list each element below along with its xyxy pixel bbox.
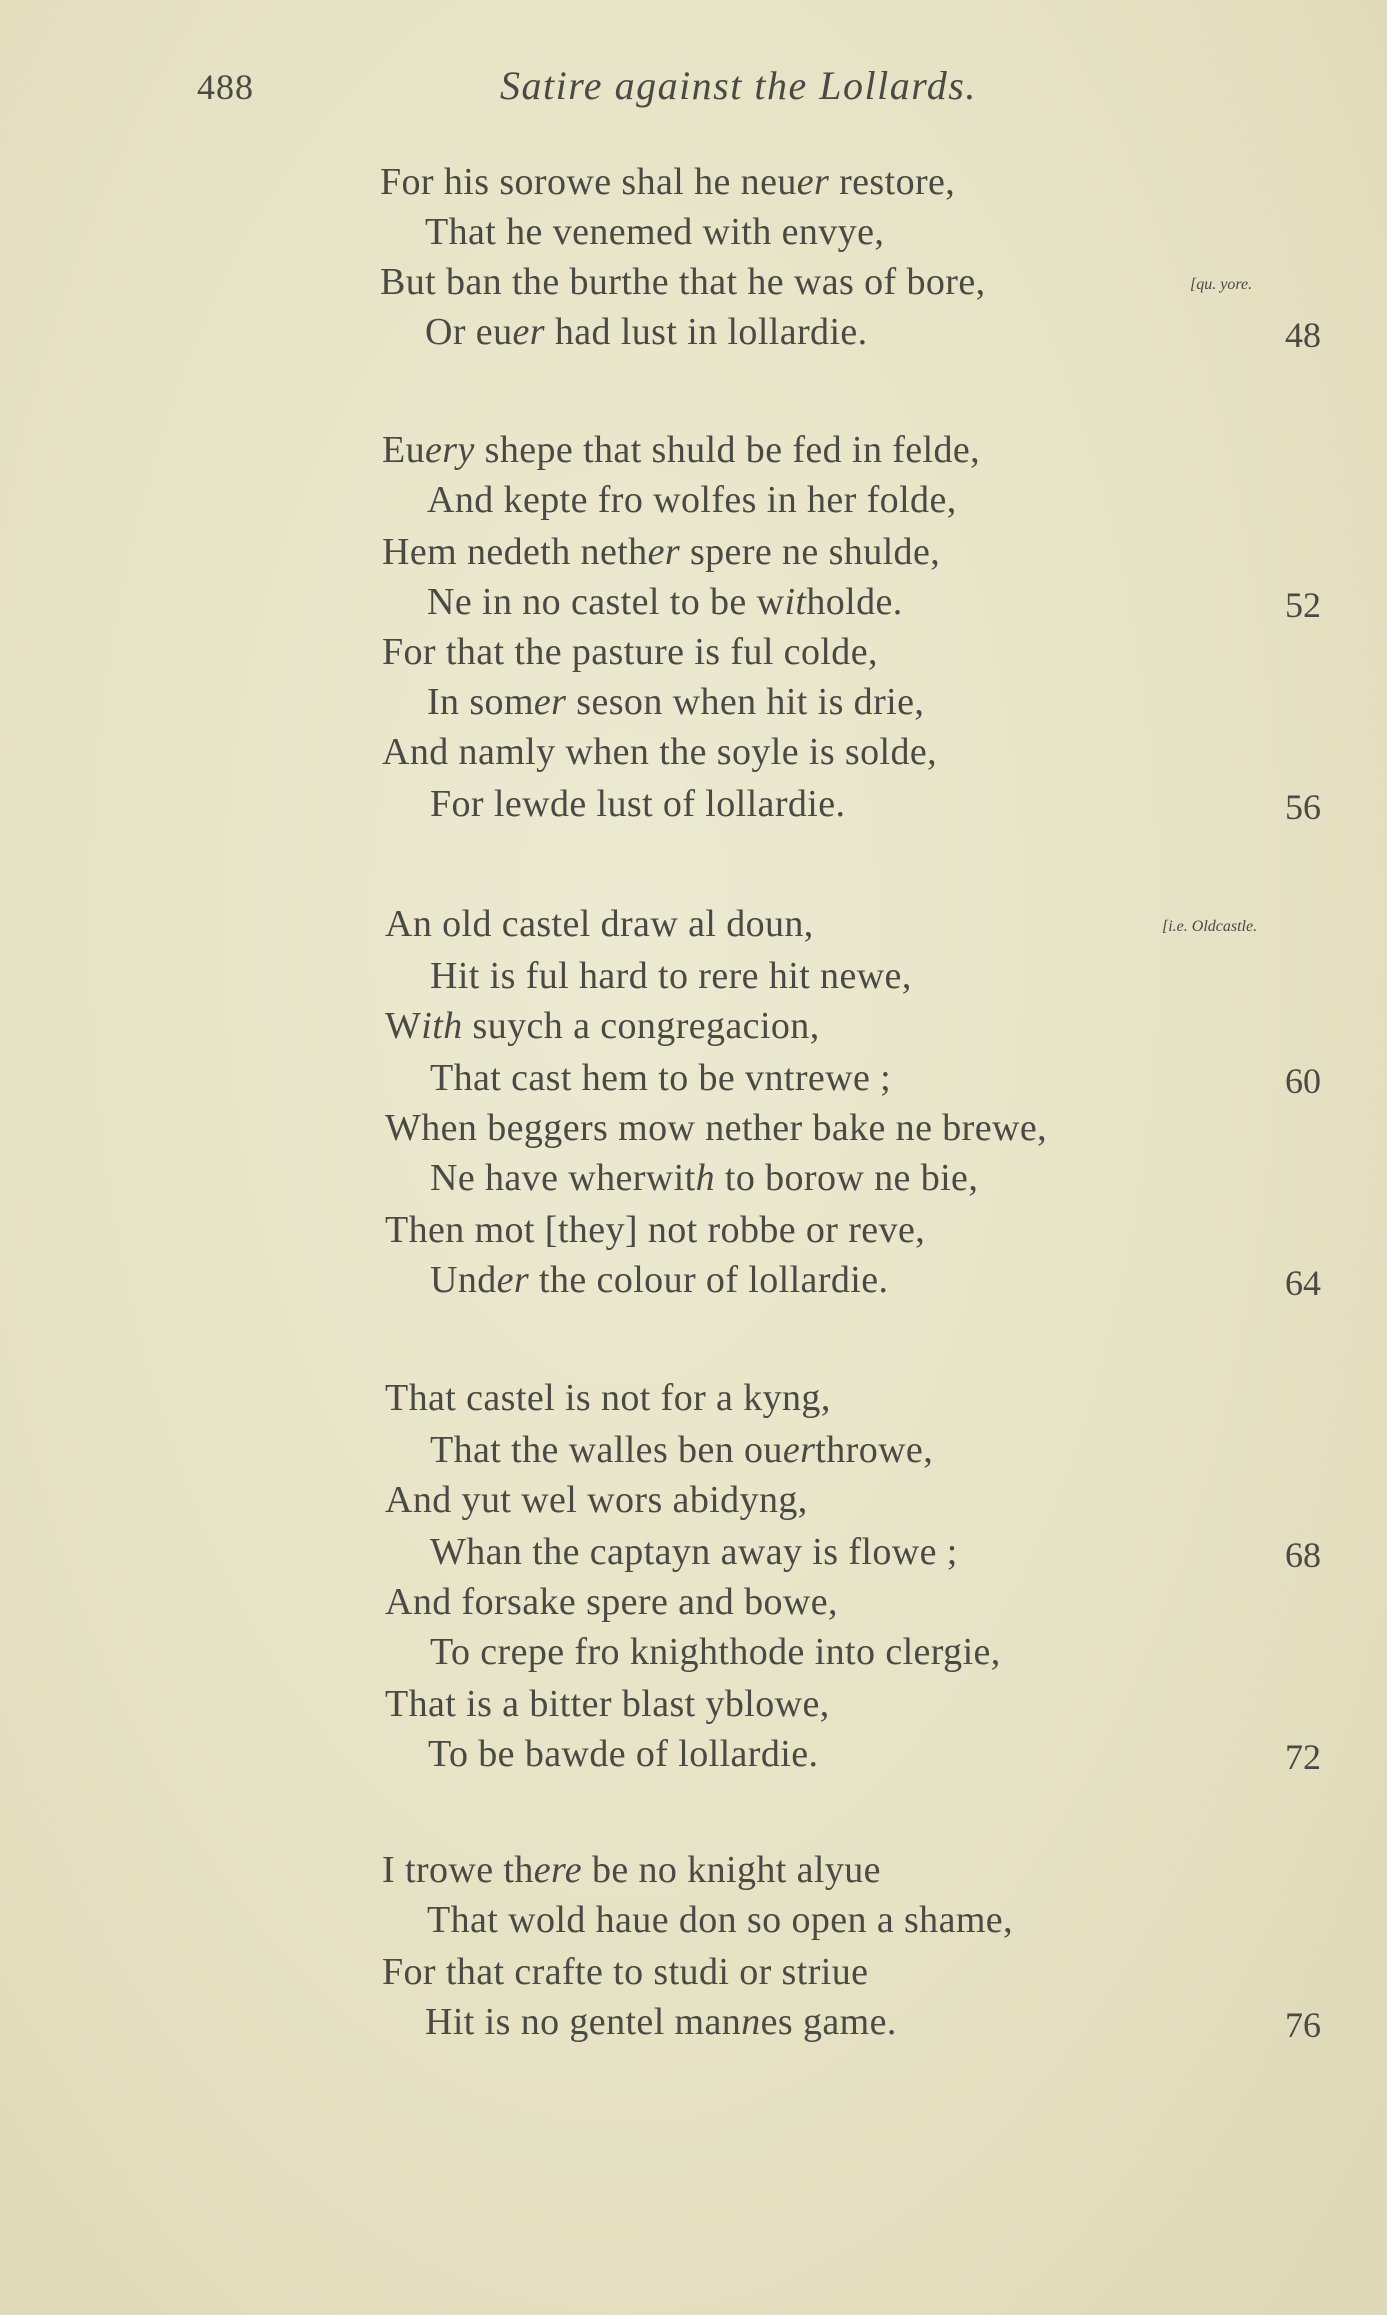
verse-line: That is a bitter blast yblowe, [385,1683,830,1725]
line-number: 64 [1285,1263,1321,1303]
verse-line: For lewde lust of lollardie. [430,783,846,825]
verse-line: And namly when the soyle is solde, [382,731,938,773]
verse-line: For that crafte to studi or striue [382,1951,869,1993]
sidenote: [i.e. Oldcastle. [1162,918,1258,935]
verse-line: Hit is ful hard to rere hit newe, [430,955,912,997]
line-number: 72 [1285,1737,1321,1777]
verse-line: That castel is not for a kyng, [385,1377,831,1419]
line-number: 52 [1285,585,1321,625]
verse-line: Under the colour of lollardie. [430,1259,889,1301]
verse-line: And forsake spere and bowe, [385,1581,838,1623]
verse-line: Hem nedeth nether spere ne shulde, [382,531,941,573]
line-number: 56 [1285,787,1321,827]
verse-line: I trowe there be no knight alyue [382,1849,881,1891]
verse-line: With suych a congregacion, [385,1005,820,1047]
verse-line: And kepte fro wolfes in her folde, [427,479,957,521]
verse-line: Hit is no gentel mannes game. [425,2001,897,2043]
verse-line: To crepe fro knighthode into clergie, [430,1631,1001,1673]
line-number: 60 [1285,1061,1321,1101]
verse-line: In somer seson when hit is drie, [427,681,925,723]
verse-line: When beggers mow nether bake ne brewe, [385,1107,1047,1149]
verse-line: That the walles ben ouerthrowe, [430,1429,934,1471]
running-title: Satire against the Lollards. [500,63,977,108]
verse-line: But ban the burthe that he was of bore, [380,261,986,303]
verse-line: That cast hem to be vntrewe ; [430,1057,892,1099]
verse-line: Ne in no castel to be witholde. [427,581,903,623]
verse-line: That wold haue don so open a shame, [427,1899,1013,1941]
verse-line: Ne have wherwith to borow ne bie, [430,1157,979,1199]
verse-line: Whan the captayn away is flowe ; [430,1531,958,1573]
sidenote: [qu. yore. [1190,276,1253,293]
verse-line: Or euer had lust in lollardie. [425,311,868,353]
verse-line: For that the pasture is ful colde, [382,631,878,673]
verse-line: An old castel draw al doun, [385,903,814,945]
line-number: 48 [1285,315,1321,355]
line-number: 68 [1285,1535,1321,1575]
verse-line: For his sorowe shal he neuer restore, [380,161,956,203]
verse-line: Euery shepe that shuld be fed in felde, [382,429,981,471]
line-number: 76 [1285,2005,1321,2045]
verse-line: And yut wel wors abidyng, [385,1479,808,1521]
verse-line: Then mot [they] not robbe or reve, [385,1209,926,1251]
verse-line: To be bawde of lollardie. [428,1733,819,1775]
verse-line: That he venemed with envye, [425,211,885,253]
page-number: 488 [197,67,254,107]
